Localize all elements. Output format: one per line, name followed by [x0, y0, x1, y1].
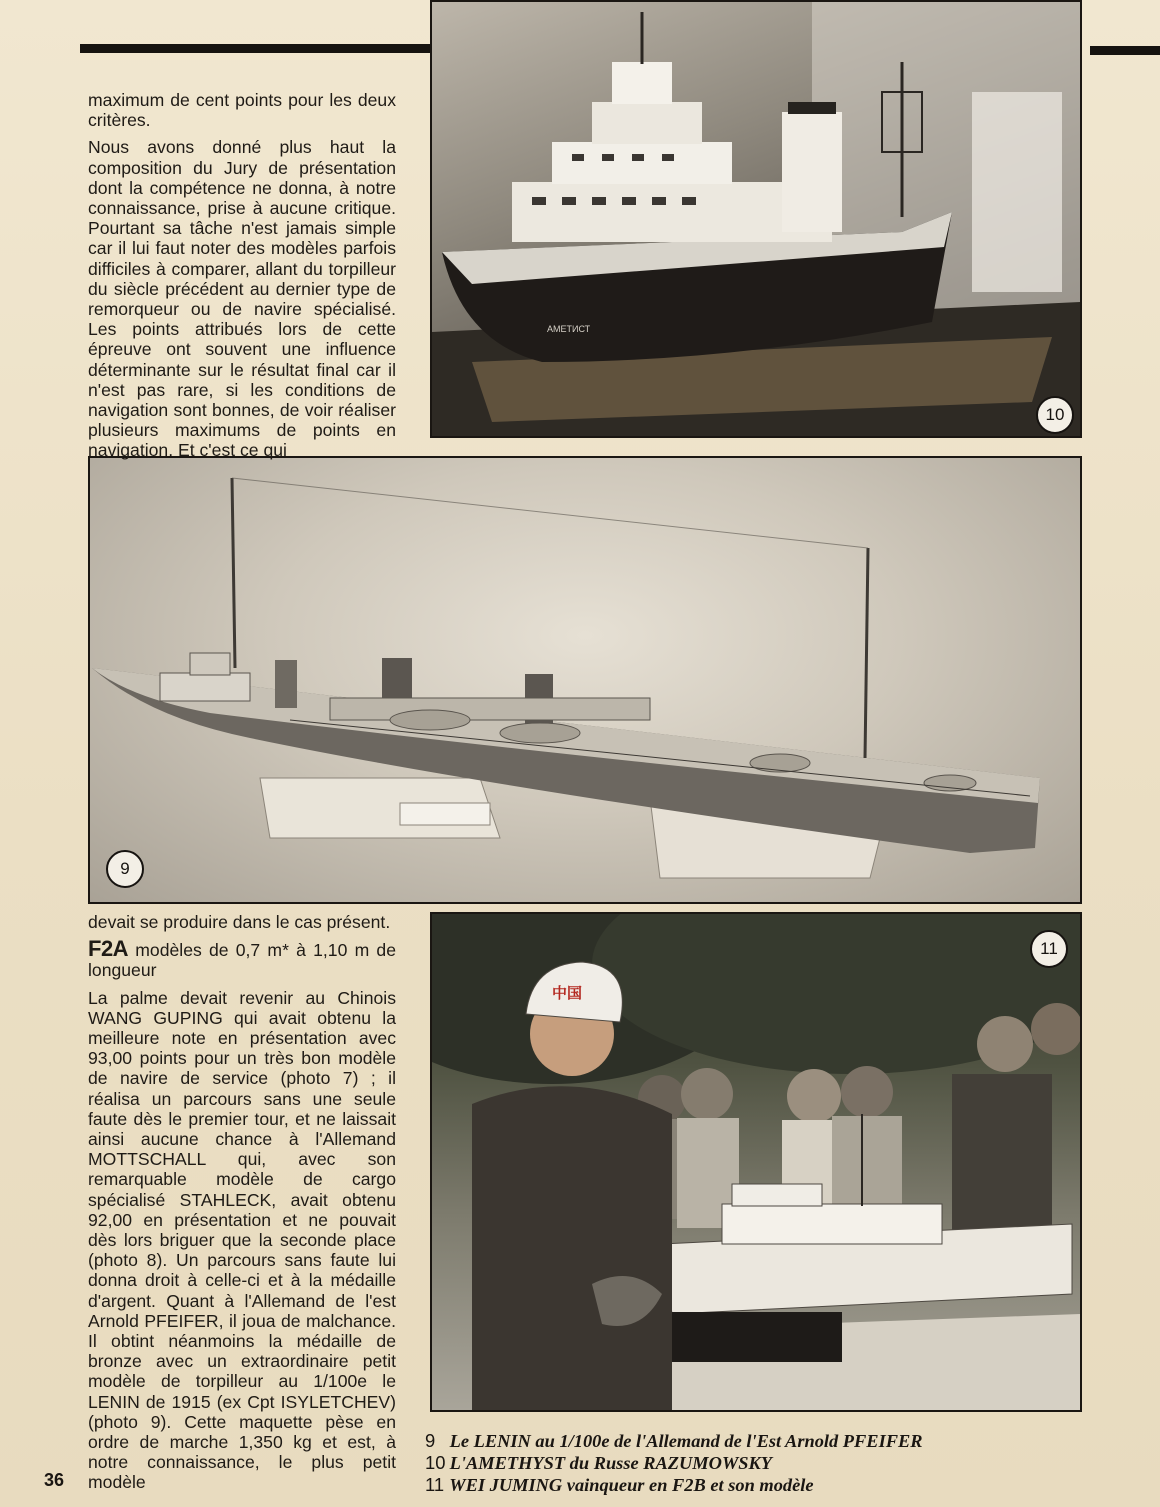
text-column-lower	[88, 912, 396, 1500]
hull-name-label: АМЕТИСТ	[547, 324, 591, 334]
caption-text: L'AMETHYST du Russe RAZUMOWSKY	[449, 1453, 773, 1473]
photo-amethyst	[430, 0, 1082, 438]
caption-number: 10	[425, 1452, 446, 1473]
paragraph-jury: Nous avons donné plus haut la composition du Jury de présentation dont la compétence ne donna, à notre connaissance, prise à aucune critique. Pourtant sa tâche n'est jamais simple car il lui faut noter des modèles parfois difficiles à comparer, allant du torpilleur du siècle précédent au dernier type de remorqueur ou de navire spécialisé. Les points attribués lors de cette épreuve ont souvent une influence déterminante sur le résultat final car il n'est pas rare, si les conditions de navigation sont bonnes, de voir réaliser plusieurs maximums de points en navigation. Et c'est ce qui	[88, 137, 396, 461]
caption-photo-10	[425, 1452, 1065, 1474]
caption-text: WEI JUMING vainqueur en F2B et son modèle	[449, 1475, 814, 1495]
photo-amethyst-illustration	[432, 2, 1080, 436]
caption-photo-11	[425, 1474, 1065, 1496]
caption-photo-9	[425, 1430, 1065, 1452]
header-rule-right	[1090, 46, 1160, 55]
header-rule-left	[80, 44, 430, 53]
photo-lenin-illustration	[90, 458, 1080, 902]
section-heading-f2a	[88, 936, 396, 981]
caption-number: 9	[425, 1430, 436, 1451]
text-column-upper	[88, 90, 396, 468]
photo-captions	[425, 1430, 1065, 1496]
section-description: modèles de 0,7 m* à 1,10 m de longueur	[88, 940, 396, 981]
cap-emblem-text: 中国	[552, 985, 583, 1002]
photo-wei-juming-illustration	[432, 914, 1080, 1410]
paragraph-f2a-results: La palme devait revenir au Chinois WANG GUPING qui avait obtenu la meilleure note en présentation avec 93,00 points pour un très bon modèle de navire de service (photo 7) ; il réalisa un parcours sans une seule faute dès le premier tour, et ne laissait ainsi aucune chance à l'Allemand MOTTSCHALL qui, avec son remarquable modèle de cargo spécialisé STAHLECK, avait obtenu 92,00 en présentation et ne pouvait dès lors briguer que la seconde place (photo 8). Un parcours sans faute lui donna droit à celle-ci et à la médaille d'argent. Quant à l'Allemand de l'est Arnold PFEIFER, il joua de malchance. Il obtint néanmoins la médaille de bronze avec un extraordinaire petit modèle de torpilleur au 1/100e le LENIN de 1915 (ex Cpt ISYLETCHEV) (photo 9). Cette maquette pèse en ordre de marche 1,350 kg et est, à notre connaissance, le plus petit modèle	[88, 987, 396, 1493]
caption-number: 11	[425, 1474, 445, 1495]
photo-number-badge-10: 10	[1036, 396, 1074, 434]
paragraph-criteria: maximum de cent points pour les deux critères.	[88, 90, 396, 131]
photo-wei-juming	[430, 912, 1082, 1412]
section-code: F2A	[88, 936, 129, 962]
photo-lenin	[88, 456, 1082, 904]
page-number: 36	[44, 1470, 65, 1490]
caption-text: Le LENIN au 1/100e de l'Allemand de l'Est Arnold PFEIFER	[449, 1431, 923, 1451]
photo-number-badge-9: 9	[106, 850, 144, 888]
paragraph-continuation: devait se produire dans le cas présent.	[88, 912, 391, 932]
photo-number-badge-11: 11	[1030, 930, 1068, 968]
